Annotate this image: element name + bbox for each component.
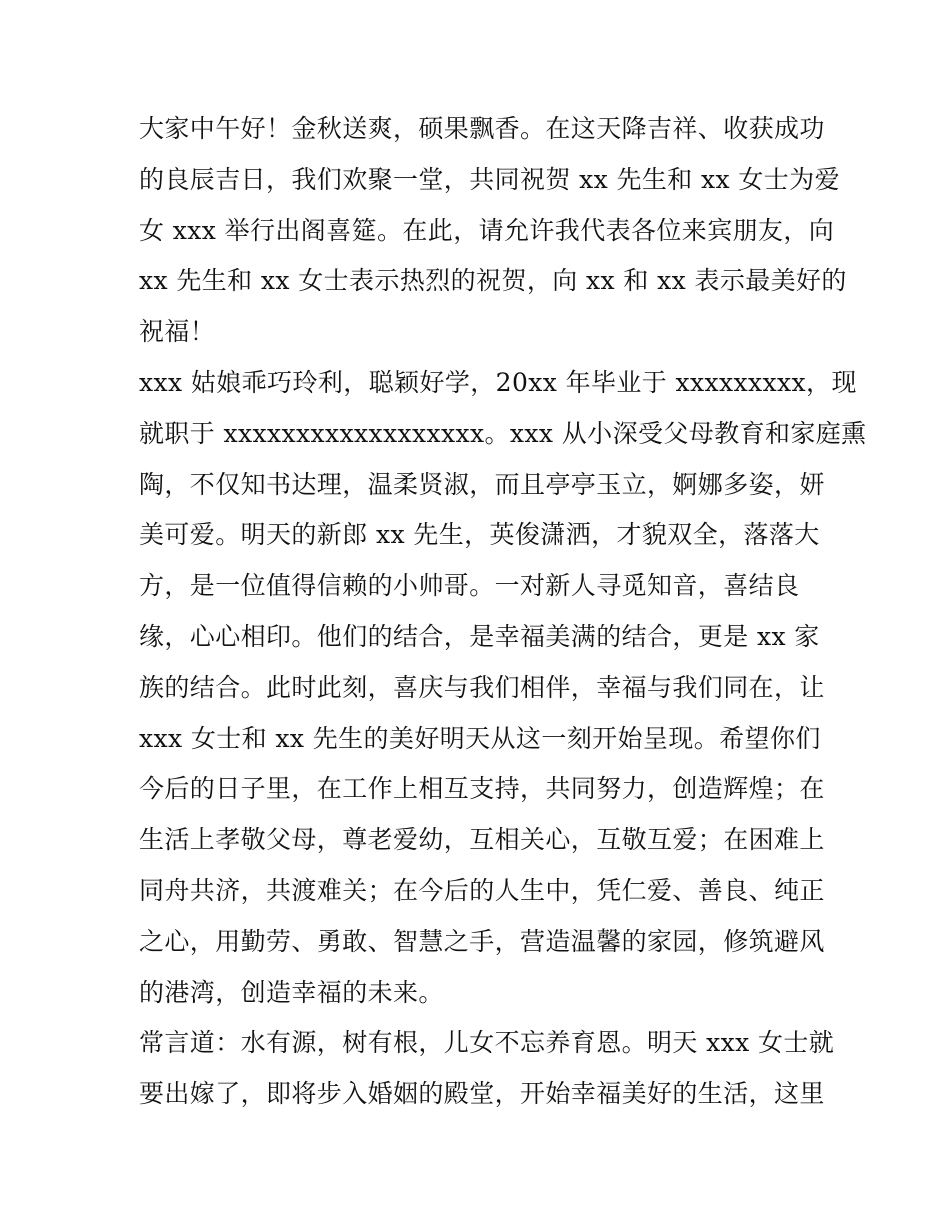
text-line: xx 先生和 xx 女士表示热烈的祝贺，向 xx 和 xx 表示最美好的 <box>139 266 847 296</box>
text-line: 之心，用勤劳、勇敢、智慧之手，营造温馨的家园，修筑避风 <box>139 926 825 956</box>
text-line: 女 xxx 举行出阁喜筵。在此，请允许我代表各位来宾朋友，向 <box>139 215 835 245</box>
text-line: 的良辰吉日，我们欢聚一堂，共同祝贺 xx 先生和 xx 女士为爱 <box>139 164 840 194</box>
text-line: 美可爱。明天的新郎 xx 先生，英俊潇洒，才貌双全，落落大 <box>139 520 820 550</box>
text-line: 要出嫁了，即将步入婚姻的殿堂，开始幸福美好的生活，这里 <box>139 1079 825 1109</box>
text-line: 陶，不仅知书达理，温柔贤淑，而且亭亭玉立，婀娜多姿，妍 <box>139 469 825 499</box>
text-line: xxx 女士和 xx 先生的美好明天从这一刻开始呈现。希望你们 <box>139 723 821 753</box>
text-line: 同舟共济，共渡难关；在今后的人生中，凭仁爱、善良、纯正 <box>139 875 825 905</box>
text-line: 族的结合。此时此刻，喜庆与我们相伴，幸福与我们同在，让 <box>139 672 825 702</box>
text-line: 祝福！ <box>139 317 216 347</box>
text-line: 常言道：水有源，树有根，儿女不忘养育恩。明天 xxx 女士就 <box>139 1028 835 1058</box>
text-line: 方，是一位值得信赖的小帅哥。一对新人寻觅知音，喜结良 <box>139 571 800 601</box>
text-line: 大家中午好！金秋送爽，硕果飘香。在这天降吉祥、收获成功 <box>139 114 825 143</box>
text-line: xxx 姑娘乖巧玲利，聪颖好学，20xx 年毕业于 xxxxxxxxx，现 <box>139 367 857 397</box>
text-line: 生活上孝敬父母，尊老爱幼，互相关心，互敬互爱；在困难上 <box>139 825 825 855</box>
speech-text <box>139 104 867 1120</box>
text-line: 今后的日子里，在工作上相互支持，共同努力，创造辉煌；在 <box>139 774 825 804</box>
text-line: 缘，心心相印。他们的结合，是幸福美满的结合，更是 xx 家 <box>139 621 820 651</box>
text-line: 的港湾，创造幸福的未来。 <box>139 977 444 1007</box>
text-line: 就职于 xxxxxxxxxxxxxxxxxx。xxx 从小深受父母教育和家庭熏 <box>139 418 867 448</box>
